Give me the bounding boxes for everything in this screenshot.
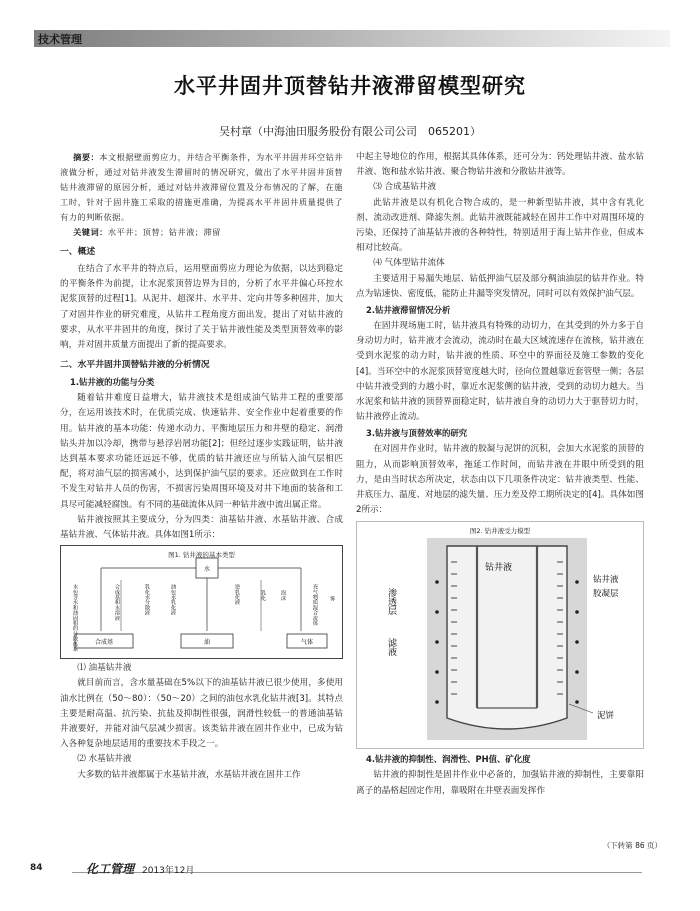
heading-overview: 一、概述 bbox=[60, 247, 96, 257]
page-number: 84 bbox=[30, 863, 43, 873]
page-footer bbox=[20, 841, 680, 884]
left-column bbox=[60, 150, 343, 783]
paragraph: 钻井液的抑制性是固井作业中必备的，加强钻井液的抑制性，主要靠阳离子的晶格起固定作用，靠吸附在井壁表面发挥作 bbox=[356, 770, 644, 796]
subheading-retention: 2.钻井液滞留情况分析 bbox=[366, 305, 451, 316]
figure-1 bbox=[60, 545, 343, 659]
abstract-label: 摘要： bbox=[73, 152, 100, 162]
heading-analysis: 二、水平井固井顶替钻井液的分析情况 bbox=[60, 360, 210, 371]
box-oil-label: 油 bbox=[203, 639, 211, 647]
label-right-fluid: 钻井液 bbox=[593, 575, 619, 586]
mid-label-0: 合成基和水溶液 bbox=[114, 584, 120, 621]
continued-note: （下转第 86 页） bbox=[602, 841, 662, 850]
subheading-properties: 4.钻井液的抑制性、润滑性、PH值、矿化度 bbox=[366, 754, 531, 765]
mid-label-2: 油包水乳化液 bbox=[170, 584, 176, 616]
paragraph: 在结合了水平井的特点后，运用壁面剪应力理论为依据，以达到稳定的平衡条件为前提，让水泥浆顶替边界为目的，分析了水平井偏心环控水泥浆顶替的过程[1]。从泥井、超深井、水平井、定向井等多种固井，加大了对固井作业的研究难度，从钻井工程角度方面出发，提出了对钻井液的要求，从水平井固井的角度，探讨了关于钻井液性能及类型顶替效率的影响，并对固井质量方面提出了新的提高要求。 bbox=[60, 264, 343, 351]
paragraph: 在对固井作业时，钻井液的胶凝与泥饼的沉积，会加大水泥浆的顶替的阻力，从而影响顶替效率，拖延工作时间，而钻井液在井眼中所受到的阻力，是由当时状态所决定，状态由以下几项条件决定：钻井液类型、性能、井底压力、温度、对地层的滤失量、压力差及停工期所决定的[4]。具体如图2所示： bbox=[356, 444, 644, 516]
label-filtrate: 滤液 bbox=[386, 638, 396, 657]
journal-name: 化工管理 bbox=[86, 862, 135, 876]
article-author: 吴村章（中海油田服务股份有限公司公司 065201） bbox=[219, 125, 481, 138]
item-synthetic: ⑶ 合成基钻井液 bbox=[373, 182, 437, 193]
article-title: 水平井固井顶替钻井液滞留模型研究 bbox=[174, 74, 526, 98]
abstract-text: 本文根据壁面剪应力，并结合平衡条件，为水平井固井环空钻井液做分析，通过对钻井液发生滞留时的情况研究，做出了水平井固井顶替钻井液滞留的原因分析，通过对钻井液滞留位置及分布情况的了解，在施工时，针对于固井施工采取的措施更准确，为提高水平井固井质量提供了有力的判断依据。 bbox=[60, 152, 343, 222]
paragraph: 在固井现场施工时，钻井液具有特殊的动切力，在其受到的外力多于自身动切力时，钻井液才会流动，流动时在最大区域流速存在流核，钻井液在受到水泥浆的动力时，钻井液的性质、环空中的界面径及施工参数的变化[4]。当环空中的水泥浆顶替宽度越大时，径向位置越靠近套管壁一侧；各层中钻井液受到的力越小时，靠近水泥浆侧的钻井液，受到的动切力越大。当水泥浆和钻井液的顶替界面稳定时，钻井液自身的动切力大于驱替切力时，钻井液停止流动。 bbox=[356, 321, 644, 423]
label-mud-cake: 泥饼 bbox=[597, 711, 615, 722]
label-gel-layer: 胶凝层 bbox=[593, 589, 619, 600]
paragraph: 大多数的钻井液都属于水基钻井液，水基钻井液在固井工作 bbox=[77, 769, 301, 780]
item-gas: ⑷ 气体型钻井流体 bbox=[373, 258, 445, 269]
box-gas-label: 气体 bbox=[300, 639, 314, 647]
side-label: 水包含水和油固相的分散体系 bbox=[72, 584, 78, 652]
keywords-label: 关键词： bbox=[73, 227, 108, 237]
figure-1-caption: 图1. 钻井液的基本类型 bbox=[168, 551, 235, 560]
issue-date: 2013年12月 bbox=[142, 866, 195, 876]
paragraph: 钻井液按照其主要成分，分为四类：油基钻井液、水基钻井液、合成基钻井液、气体钻井液。具体如图1所示： bbox=[60, 514, 343, 541]
item-water-based: ⑵ 水基钻井液 bbox=[77, 754, 132, 765]
paragraph: 随着钻井难度日益增大，钻井液技术是组成油气钻井工程的重要部分，在运用该技术时，在优质完成、快速钻井、安全作业中起着重要的作用。钻井液的基本功能：传递水动力、平衡地层压力和井壁的稳定、润滑钻头并加以冷却，携带与悬浮岩屑功能[2]；但经过逐步实践证明，钻井液达到基本要求功能还远远不够，优质的钻井液还应与所钻入油气层相匹配，将对油气层的损害减小，达到保护油气层的要求。还应做到在工作时不发生对钻井人员的伤害，不损害污染周围环境及对井下地面的装备和工具尽可能减轻腐蚀。有不同的基础流体从同一种钻井液中流出属正常。 bbox=[60, 393, 343, 510]
subheading-functions: 1.钻井液的功能与分类 bbox=[70, 377, 155, 388]
figure-2 bbox=[356, 521, 644, 749]
water-box-label: 水 bbox=[203, 566, 211, 574]
section-header-bar bbox=[34, 30, 670, 47]
paragraph: 此钻井液是以有机化合物合成的，是一种新型钻井液，其中含有乳化剂、流动改进剂、降滤失剂。此钻井液既能减轻在固井工作中对周围环境的污染，还保持了油基钻井液的各种特性，特别适用于海上钻井作业，但成本相对比较高。 bbox=[356, 197, 644, 254]
section-label: 技术管理 bbox=[38, 33, 82, 46]
right-column bbox=[356, 150, 644, 799]
figure-2-caption: 图2. 钻井液受力模型 bbox=[469, 527, 531, 536]
mid-label-4: 乳化 bbox=[260, 590, 266, 601]
item-oil-based: ⑴ 油基钻井液 bbox=[77, 663, 132, 674]
paragraph: 就目前而言，含水量基础在5%以下的油基钻井液已很少使用，多使用油水比例在（50～80）：（50～20）之间的油包水乳化钻井液[3]。其特点主要是耐高温、抗污染、抗盐及抑制性很强，润滑性较低一的普通油基钻井液要好，并能对油气层减少损害。该类钻井液在固井作业中，已成为钻入各种复杂地层适用的重要技术手段之一。 bbox=[60, 678, 343, 750]
subheading-efficiency: 3.钻井液与顶替效率的研究 bbox=[366, 428, 468, 439]
right-label: 充气物质混合流体 bbox=[312, 584, 318, 626]
figure-1-diagram bbox=[61, 546, 342, 658]
label-permeable: 渗透层 bbox=[386, 588, 396, 616]
far-right-label: 雾 bbox=[329, 596, 335, 602]
label-drilling-fluid: 钻井液 bbox=[485, 563, 513, 574]
paragraph: 主要适用于易漏失地层、钻低押油气层及部分稠油油层的钻井作业。特点为钻速快、密度低，能防止井漏等突发情况，同时可以有效保护油气层。 bbox=[356, 273, 644, 299]
mid-label-3: 逆乳化液 bbox=[234, 584, 240, 606]
figure-2-diagram bbox=[357, 522, 643, 748]
abstract bbox=[60, 150, 343, 240]
keywords: 水平井；顶替；钻井液；滞留 bbox=[107, 227, 221, 237]
mid-label-5: 泡沫 bbox=[280, 590, 286, 601]
mid-label-1: 乳化水分散液 bbox=[144, 584, 150, 616]
box-synthetic-label: 合成基 bbox=[94, 639, 114, 647]
paragraph: 中起主导地位的作用，根据其具体体系，还可分为：钙处理钻井液、盐水钻井液、饱和盐水钻井液、聚合物钻井液和分散钻井液等。 bbox=[356, 152, 644, 178]
